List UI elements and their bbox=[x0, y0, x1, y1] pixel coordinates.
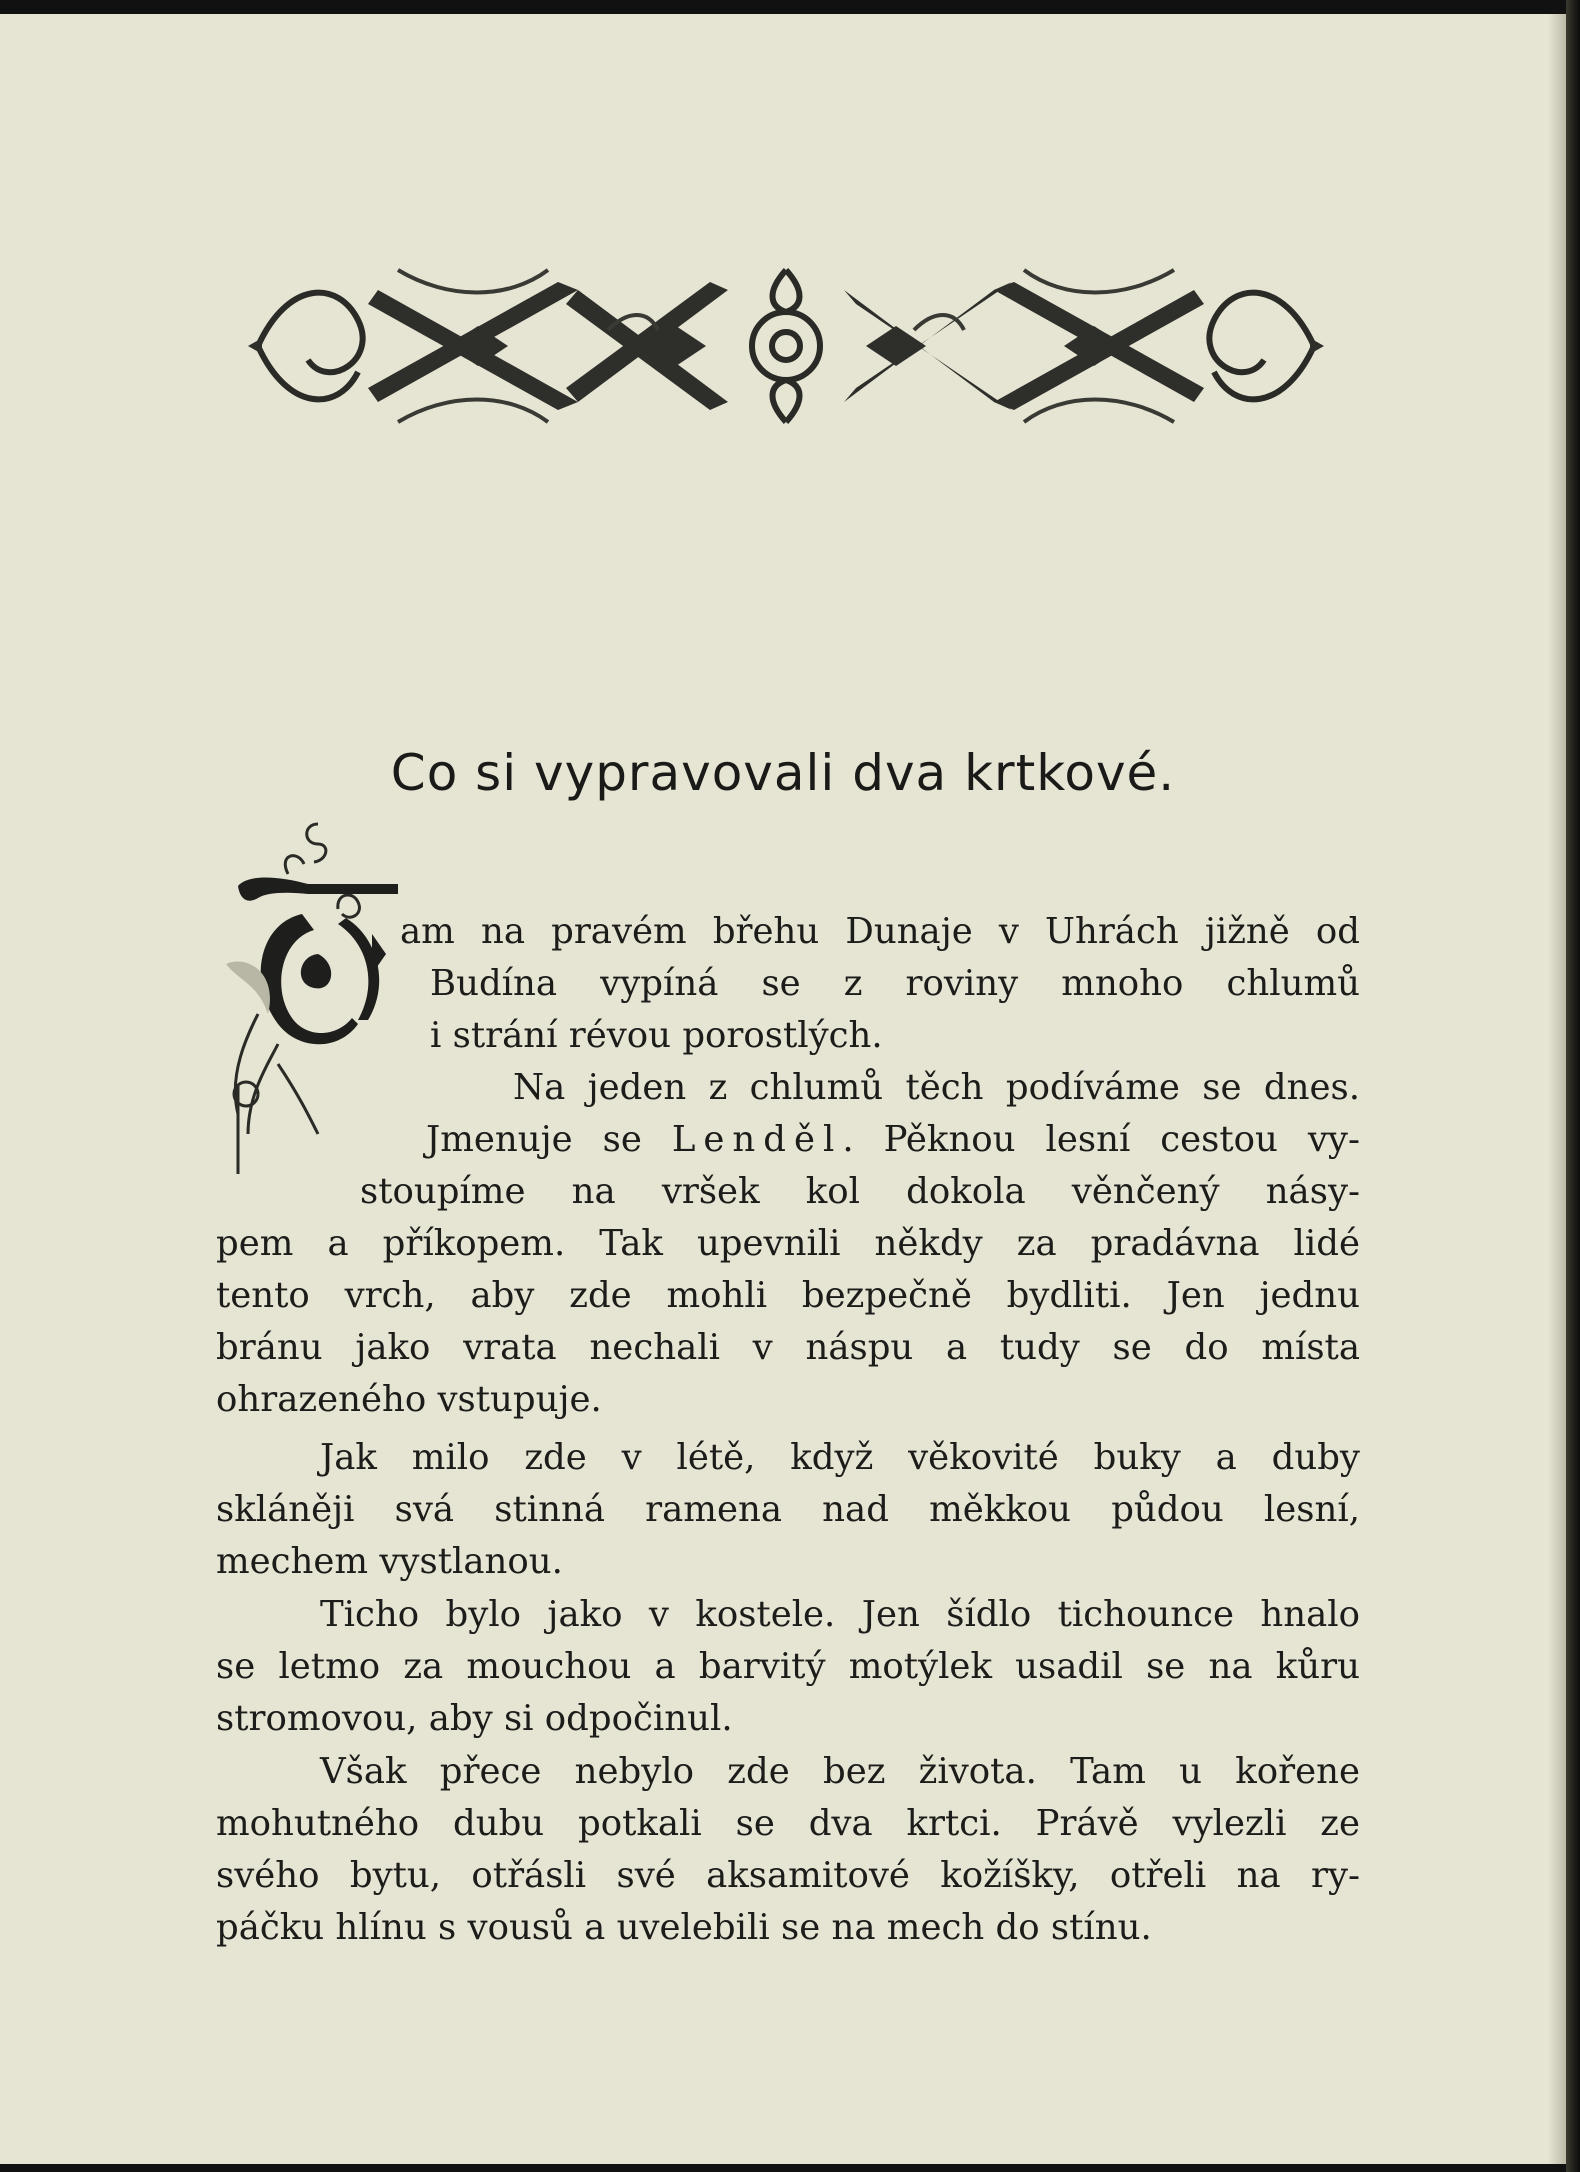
text-line: skláněji svá stinná ramena nad měkkou půdou lesní, bbox=[216, 1489, 1360, 1530]
text-line: i strání révou porostlých. bbox=[430, 1015, 883, 1056]
paragraph-3 bbox=[216, 1432, 1360, 1588]
paragraph-2-head bbox=[360, 1062, 1360, 1218]
text-line: páčku hlínu s vousů a uvelebili se na mech do stínu. bbox=[216, 1907, 1152, 1948]
text-line bbox=[400, 1114, 1360, 1166]
paragraph-5 bbox=[216, 1746, 1360, 1954]
book-page bbox=[0, 14, 1566, 2164]
paragraph-1 bbox=[400, 906, 1360, 1062]
text-line: Jak milo zde v létě, když věkovité buky a duby bbox=[320, 1437, 1360, 1478]
text-span: Jmenuje se bbox=[426, 1119, 672, 1160]
text-line: se letmo za mouchou a barvitý motýlek usadil se na kůru bbox=[216, 1646, 1360, 1687]
text-line: stromovou, aby si odpočinul. bbox=[216, 1698, 733, 1739]
place-name: Lenděl bbox=[671, 1119, 843, 1160]
text-line: bránu jako vrata nechali v náspu a tudy se do místa bbox=[216, 1327, 1360, 1368]
text-line: ohrazeného vstupuje. bbox=[216, 1379, 602, 1420]
text-line: Ticho bylo jako v kostele. Jen šídlo tichounce hnalo bbox=[320, 1594, 1360, 1635]
text-line: mohutného dubu potkali se dva krtci. Právě vylezli ze bbox=[216, 1803, 1360, 1844]
page-edge-shadow bbox=[1548, 14, 1566, 2164]
paragraph-4 bbox=[216, 1589, 1360, 1745]
text-line: svého bytu, otřásli své aksamitové kožíšky, otřeli na ry- bbox=[216, 1855, 1360, 1896]
decorative-header-ornament bbox=[248, 260, 1324, 432]
decorated-initial-letter bbox=[118, 714, 408, 1174]
paragraph-2-body bbox=[216, 1218, 1360, 1426]
text-line: stoupíme na vršek kol dokola věnčený násy- bbox=[360, 1171, 1360, 1212]
scan-border bbox=[1566, 0, 1580, 2172]
text-line: pem a příkopem. Tak upevnili někdy za pradávna lidé bbox=[216, 1223, 1360, 1264]
text-line: Však přece nebylo zde bez života. Tam u kořene bbox=[320, 1751, 1360, 1792]
dropcap-glyph: T bbox=[118, 714, 119, 715]
text-line: Budína vypíná se z roviny mnoho chlumů bbox=[430, 963, 1360, 1004]
text-line: mechem vystlanou. bbox=[216, 1541, 563, 1582]
chapter-title: Co si vypravovali dva krtkové. bbox=[390, 744, 1176, 802]
text-span: . Pěknou lesní cestou vy- bbox=[842, 1119, 1360, 1160]
text-line: tento vrch, aby zde mohli bezpečně bydliti. Jen jednu bbox=[216, 1275, 1360, 1316]
text-line: Na jeden z chlumů těch podíváme se dnes. bbox=[513, 1067, 1360, 1108]
text-line: am na pravém břehu Dunaje v Uhrách jižně od bbox=[400, 911, 1360, 952]
